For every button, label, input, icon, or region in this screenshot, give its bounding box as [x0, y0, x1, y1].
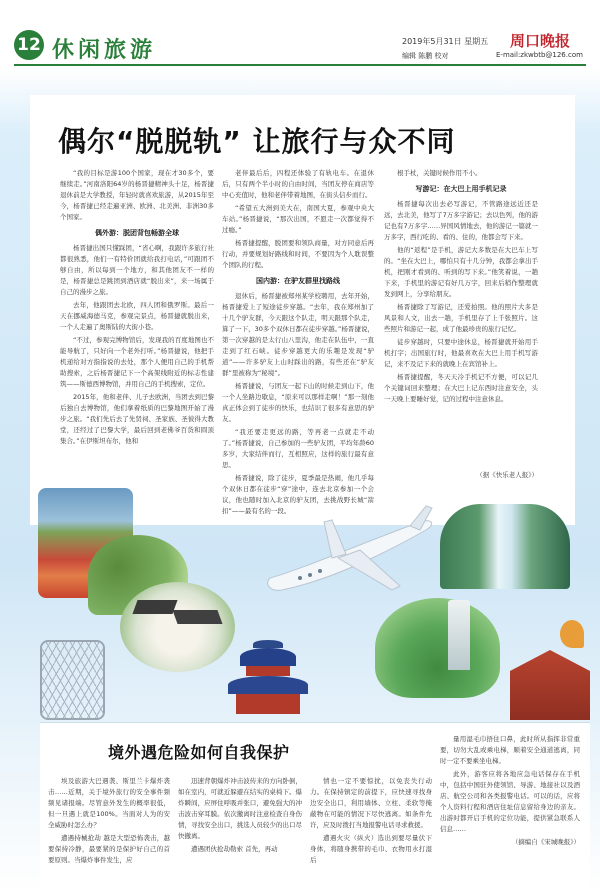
paragraph: 杨晋捷提醒，脱团要和领队商量，对方同意后再行动，并要规划好路线和时间，不要因为个人耽误整个团队的行程。	[222, 239, 374, 269]
roof-shape	[172, 610, 222, 624]
article-headline: 偶尔“脱脱轨” 让旅行与众不同	[58, 125, 456, 158]
paragraph: 2015年，他和老伴、儿子去欧洲，当团去到巴黎后独自去博物馆，他们拿着纸质的巴黎地图开始了漫步之旅。“我们先后去了先贤祠、圣家族、圣彼得大教堂，还经过了巴黎大学，最后回到老佛爷百货和圆顶集合。”在伊斯坦布尔，他和	[60, 393, 214, 445]
paragraph: 老伴最后后，四程还体验了有轨电车。在退休后，只有两个半小时的自由时间，当团友停在商店等中心充值时，他和老伴带着地图，在街头信步而行。	[222, 169, 374, 199]
bottom-column-3	[310, 776, 432, 882]
editor-credits: 编辑 陈鹏 校对	[402, 52, 449, 60]
paragraph: 去年，他跟团去北欧，四人团和俄罗斯。最后一天在挪威海德马克，参观完景点，杨晋捷就脱出来，一个人走遍了奥斯陆的大街小巷。	[60, 301, 214, 331]
bottom-headline: 境外遇危险如何自我保护	[108, 743, 290, 762]
issue-date: 2019年5月31日 星期五	[402, 37, 489, 46]
section-title: 休闲旅游	[52, 37, 157, 63]
section-heading: 偶外游：脱团背包畅游全球	[95, 229, 179, 237]
article-byline: （据《快乐老人报》）	[476, 471, 538, 479]
mountain-photo	[375, 598, 500, 698]
page-header	[0, 0, 600, 62]
paragraph: 此外，游客应将各地应急电话保存在手机中，包括中国驻外使领馆、导游、地接社以及酒店、航空公司和各类报警电话。可以的话，应将个人资料行程和酒店住址信息留给身边的亲友。出游时都开启手机的定位功能，提供紧急联系人信息……	[440, 770, 580, 833]
article-column-1	[60, 168, 214, 494]
paragraph: 情也一定不要惊扰，以免丧失行动力。在保持镇定的前提下，应快速寻找身边安全出口，利用墙体、立柱、柔软等掩蔽物在可能的情况下尽快逃离。如条件允许，应及时拨打当地报警电话寻求救援。	[310, 777, 432, 829]
paragraph: 遭遇持械抢劫 越是大型恐怖袭击，越要保持冷静，最要紧的是保护好自己的首要原则。当爆炸事件发生，应	[48, 834, 170, 864]
waterfall-photo	[440, 504, 570, 589]
paragraph: 杨晋捷每次出去必写游记，不管路途远近还是远，去北美，他写了7万多字游记；去以色列，他的游记也有7万多字……异国风情地去，他的游记一篇就一万多字，西行吃的、看的、住的，他都会写下来。	[384, 200, 538, 241]
section-heading: 国内游：在驴友群里找路线	[256, 277, 340, 285]
bottom-column-4	[440, 734, 580, 882]
birds-nest-stadium-photo	[40, 640, 105, 720]
paragraph: 迅速背朝爆炸冲击波传来的方向卧倒，如在室内，可就近躲避在结实的桌椅下。爆炸瞬间，应屏住呼吸并张口，避免强大的冲击波击穿耳膜。依次撤离时注意检查自身伤情，寻找安全出口，挑选人员较少的出口尽快撤离。	[178, 777, 302, 840]
paragraph: “我的目标是游100个国家，现在才30多个，要继续走。”河南洛阳64岁的杨晋捷精神头十足，杨晋捷退休前是大学教授，年轻时就喜欢旅游，从2015年至今，杨晋捷已经走遍亚洲、欧洲、北美洲、非洲30多个国家。	[60, 169, 214, 221]
section-heading: 写游记：在大巴上用手机记录	[415, 185, 507, 193]
article-column-3	[384, 168, 538, 468]
paragraph: 遭遇火灾（纵火）选出到要尽量伏下身体，将随身携带的毛巾、衣物用水打湿后	[310, 834, 432, 864]
paragraph: 根手杖，关键时候作用不小。	[397, 169, 482, 177]
paragraph: 杨晋捷提醒，冬天天冷手机记不方便，可以记几个关键词回来整理；在大巴上记东西时注意安全，头一天晚上要睡好觉，记的过程中注意休息。	[384, 373, 538, 403]
paragraph: 杨晋捷说，除了徒步，夏季最是热闹，他几乎每个双休日都在徒步“穿”途中，连去北京参加一个会议，他也随时加入北京的驴友团，去挑战野长城“箭扣”——最有名的一段。	[222, 474, 374, 515]
roof-shape	[132, 600, 177, 614]
page-number: 12	[14, 30, 44, 60]
paragraph: 杨晋捷出国只懂踩团，“省心啊，我跟许多旅行社都很熟悉，他们一有特价团就给我打电话，”可跟团不够自由，所以每到一个地方，和其他团友不一样的是，杨晋捷总是跳团到酒店就“脱出来”，来一场属于自己的漫步之旅。	[60, 244, 214, 296]
paragraph: 杨晋捷说，与团友一起下山的时候走到山下，他一个人坐路边歇息，“原来可以那样走啊！”那一刻他真正体会到了徒步的快乐，也结识了很多有意思的驴友。	[222, 382, 374, 423]
paragraph: 量用湿毛巾捂住口鼻，此时所从指挥非常重要，切勿大乱或乘电梯，顺着安全通道逃离，同时一定不要乘坐电梯。	[440, 735, 580, 765]
goldfish-icon	[560, 620, 584, 648]
temple-of-heaven-photo	[218, 640, 318, 722]
paragraph: 杨晋捷除了写游记，还爱拍照。他的照片大多是风景和人文，出去一趟，手机里存了上千张照片。这些照片和游记一起，成了他最珍贵的旅行记忆。	[384, 303, 538, 333]
bottom-column-1	[48, 776, 170, 882]
article-column-2	[222, 168, 374, 515]
paragraph: “不过，参观完博物馆后，发现我的百度地图也不能导航了，只好向一个老外打听。”杨晋捷说，他把手机递给对方指指说的去处，那个人便用自己的手机帮助搜索，之后杨晋捷记下一个高架线附近的标志性建筑——斯德西博物馆，并用自己的手机搜索，定位。	[60, 336, 214, 388]
bottom-byline: （摘编自《宋城晚报》）	[511, 838, 580, 846]
pagoda-photo	[448, 600, 470, 670]
paragraph: “我还要走更远的路，等再老一点就走不动了。”杨晋捷说，自己参加的一些驴友团，平均年龄60多岁，大家结伴而行，互相照应，这样的旅行最有意思。	[222, 428, 374, 469]
paragraph: 退休后，杨晋捷被郑州某学校聘用，去年开始，杨晋捷爱上了短途徒步穿越。“去年，我在郑州加了十几个驴友群，今天跟这个队走，明天跟那个队走，算了一下，30多个双休日都在徒步穿越。”杨晋捷说，第一次穿越的是太行山八里沟，他走在队伍中，一直走到了红石峡。徒步穿越更大的乐趣是发现“驴道”——许多驴友上山时踩出的路，有些还在“驴友群”里被称为“秘境”。	[222, 292, 374, 377]
newspaper-masthead: 周口晚报	[510, 32, 571, 50]
paragraph: “希望五大洲到美大在，南国大夏，参观中央大车站。”杨晋捷说，“那次出国，不愿走一次都觉得不过瘾。”	[222, 204, 374, 234]
airplane-icon	[260, 500, 440, 610]
bottom-column-2	[178, 776, 302, 882]
contact-email: E-mail:zkwbtb@126.com	[496, 51, 583, 59]
paragraph: 埃及旅游大巴遇袭、斯里兰卡爆炸袭击……近期，关于境外旅行的安全事件频频见诸报端。尽管意外发生的概率很低，但一旦遇上就是100%。当面对人为的安全威胁时怎么办？	[48, 777, 170, 829]
header-rule	[14, 64, 586, 66]
paragraph: 他的“返程”是手机，游记大多数是在大巴车上写的。“坐在大巴上，哪怕只有十几分钟，我都会拿出手机，把刚才看到的、听到的写下来。”他笑着说，一趟下来，手机里的游记有好几万字，回来后稍作整理就发到网上，分享给朋友。	[384, 246, 538, 298]
paragraph: 徒步穿越时，只要中途休息，杨晋捷就开始用手机打字；出国旅行时，他最喜欢在大巴上用手机写游记，来不及记下来的就晚上在宾馆补上。	[384, 338, 538, 368]
paragraph: 遭遇团伙抢劫勒索 首先，再动	[191, 845, 278, 853]
